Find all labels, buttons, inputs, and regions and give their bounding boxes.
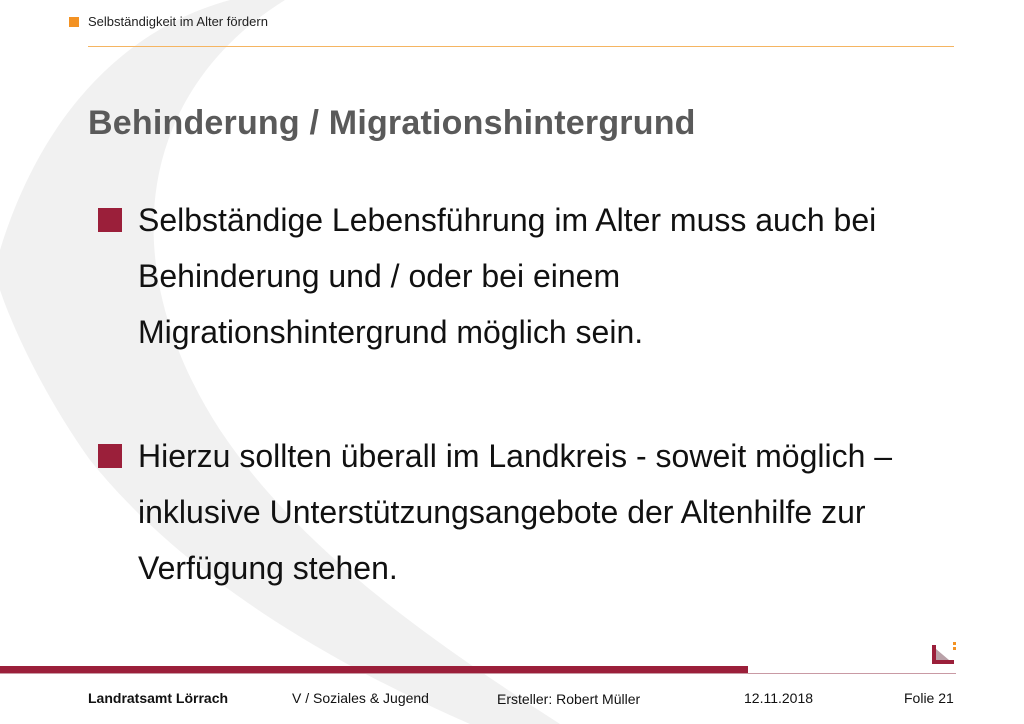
header-divider	[88, 46, 954, 47]
footer-slide-number: Folie 21	[904, 690, 954, 706]
bullet-text: Selbständige Lebensführung im Alter muss auch bei Behinderung und / oder bei einem Migrationshintergrund möglich sein.	[138, 202, 877, 350]
header-section-title: Selbständigkeit im Alter fördern	[88, 14, 268, 29]
bullet-text: Hierzu sollten überall im Landkreis - soweit möglich – inklusive Unterstützungsangebote der Altenhilfe zur Verfügung stehen.	[138, 438, 893, 586]
footer-date: 12.11.2018	[744, 690, 814, 706]
footer-author: Ersteller: Robert Müller	[497, 691, 641, 707]
landratsamt-logo-icon	[932, 642, 958, 664]
footer-divider	[0, 673, 956, 674]
slide-title: Behinderung / Migrationshintergrund	[88, 104, 696, 142]
footer-department: V / Soziales & Jugend	[292, 690, 429, 706]
footer-organization: Landratsamt Lörrach	[88, 690, 229, 706]
footer-accent-bar	[0, 666, 748, 673]
header-marker-square	[69, 17, 79, 27]
